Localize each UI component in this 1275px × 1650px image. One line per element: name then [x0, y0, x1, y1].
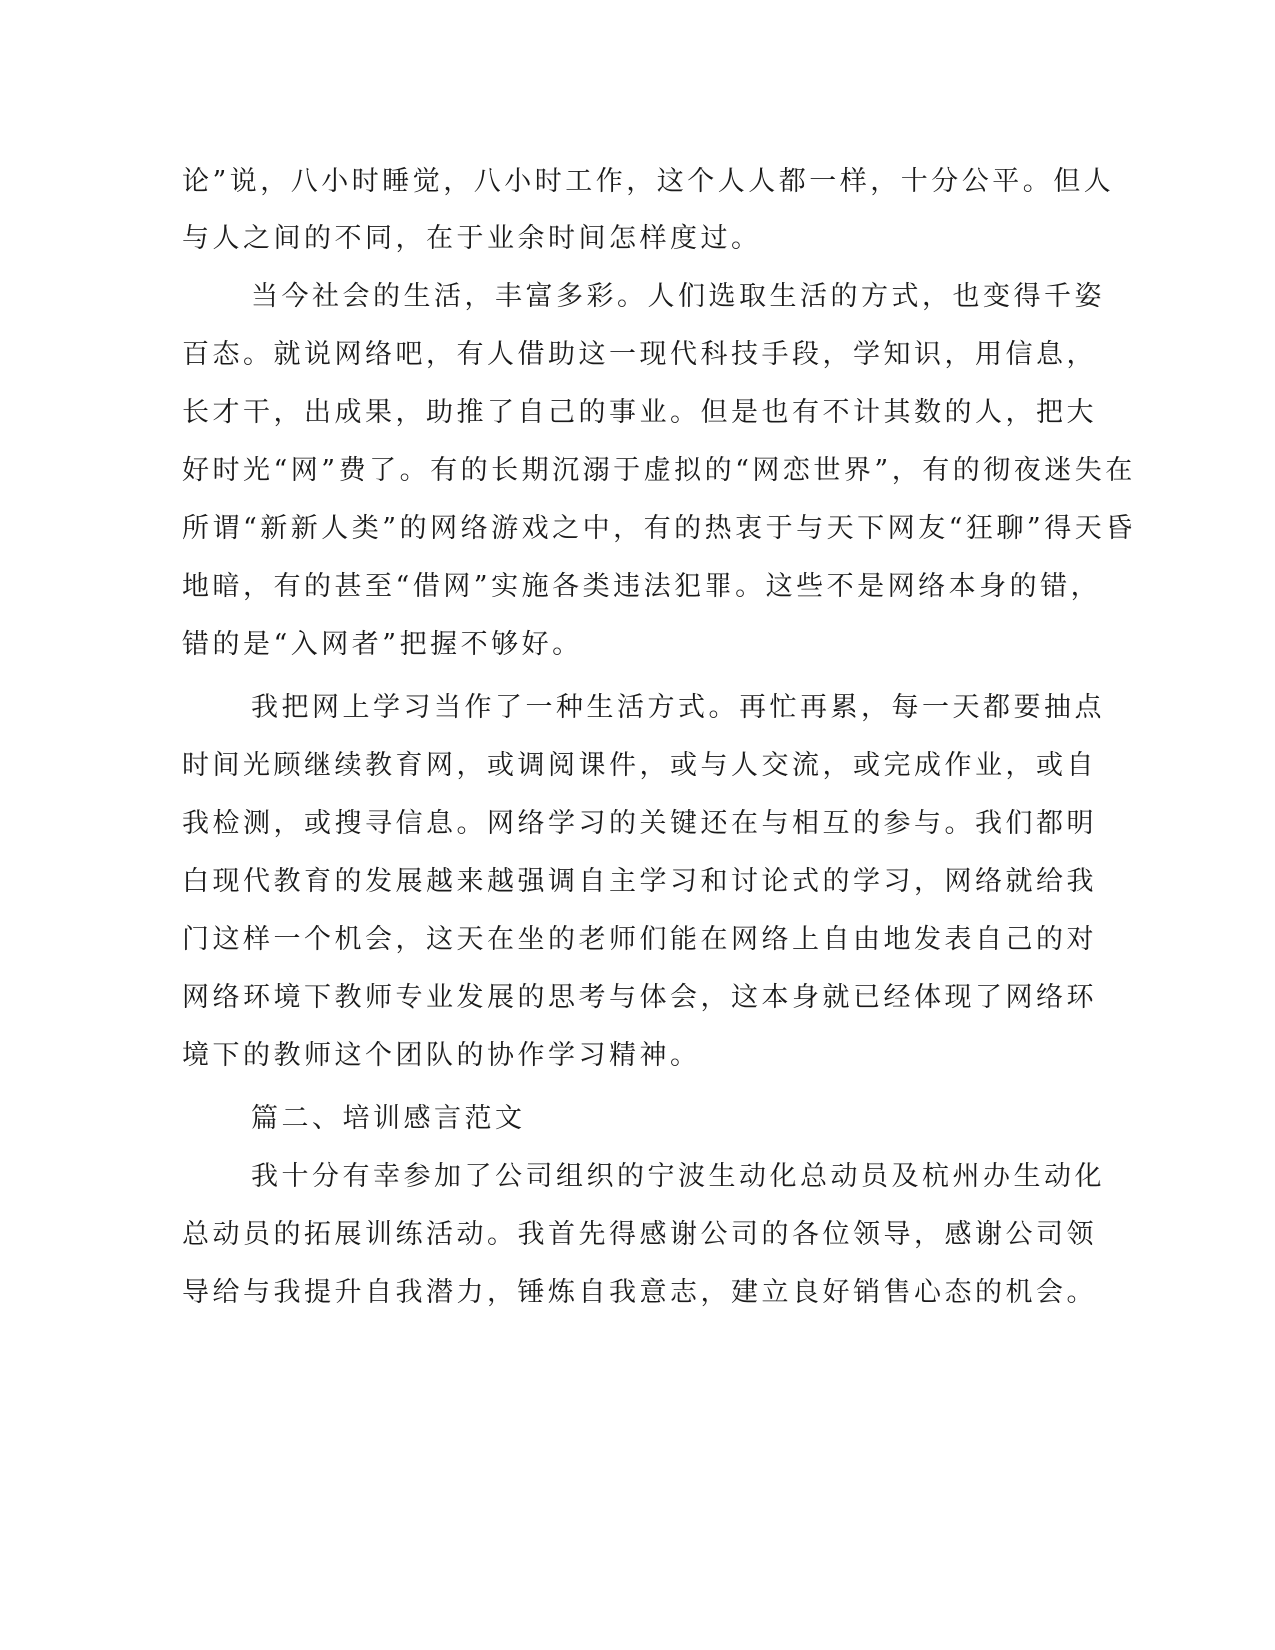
section-heading: 篇二、培训感言范文: [251, 1103, 526, 1134]
text-line: 地暗，有的甚至“借网”实施各类违法犯罪。这些不是网络本身的错，: [182, 571, 1102, 602]
text-line: 当今社会的生活，丰富多彩。人们选取生活的方式，也变得千姿: [251, 281, 1105, 312]
text-line: 门这样一个机会，这天在坐的老师们能在网络上自由地发表自己的对: [182, 924, 1097, 955]
text-line: 与人之间的不同，在于业余时间怎样度过。: [182, 223, 762, 254]
text-line: 我十分有幸参加了公司组织的宁波生动化总动员及杭州办生动化: [251, 1161, 1105, 1192]
text-line: 好时光“网”费了。有的长期沉溺于虚拟的“网恋世界”，有的彻夜迷失在: [182, 455, 1136, 486]
text-line: 我把网上学习当作了一种生活方式。再忙再累，每一天都要抽点: [251, 692, 1105, 723]
text-line: 白现代教育的发展越来越强调自主学习和讨论式的学习，网络就给我: [182, 866, 1097, 897]
text-line: 所谓“新新人类”的网络游戏之中，有的热衷于与天下网友“狂聊”得天昏: [182, 513, 1136, 544]
text-line: 我检测，或搜寻信息。网络学习的关键还在与相互的参与。我们都明: [182, 808, 1097, 839]
text-line: 错的是“入网者”把握不够好。: [182, 629, 583, 660]
text-line: 百态。就说网络吧，有人借助这一现代科技手段，学知识，用信息，: [182, 339, 1097, 370]
text-line: 论”说，八小时睡觉，八小时工作，这个人人都一样，十分公平。但人: [182, 166, 1115, 197]
text-line: 导给与我提升自我潜力，锤炼自我意志，建立良好销售心态的机会。: [182, 1277, 1097, 1308]
text-line: 总动员的拓展训练活动。我首先得感谢公司的各位领导，感谢公司领: [182, 1219, 1097, 1250]
text-line: 网络环境下教师专业发展的思考与体会，这本身就已经体现了网络环: [182, 982, 1097, 1013]
text-line: 长才干，出成果，助推了自己的事业。但是也有不计其数的人，把大: [182, 397, 1097, 428]
text-line: 境下的教师这个团队的协作学习精神。: [182, 1040, 701, 1071]
text-line: 时间光顾继续教育网，或调阅课件，或与人交流，或完成作业，或自: [182, 750, 1097, 781]
